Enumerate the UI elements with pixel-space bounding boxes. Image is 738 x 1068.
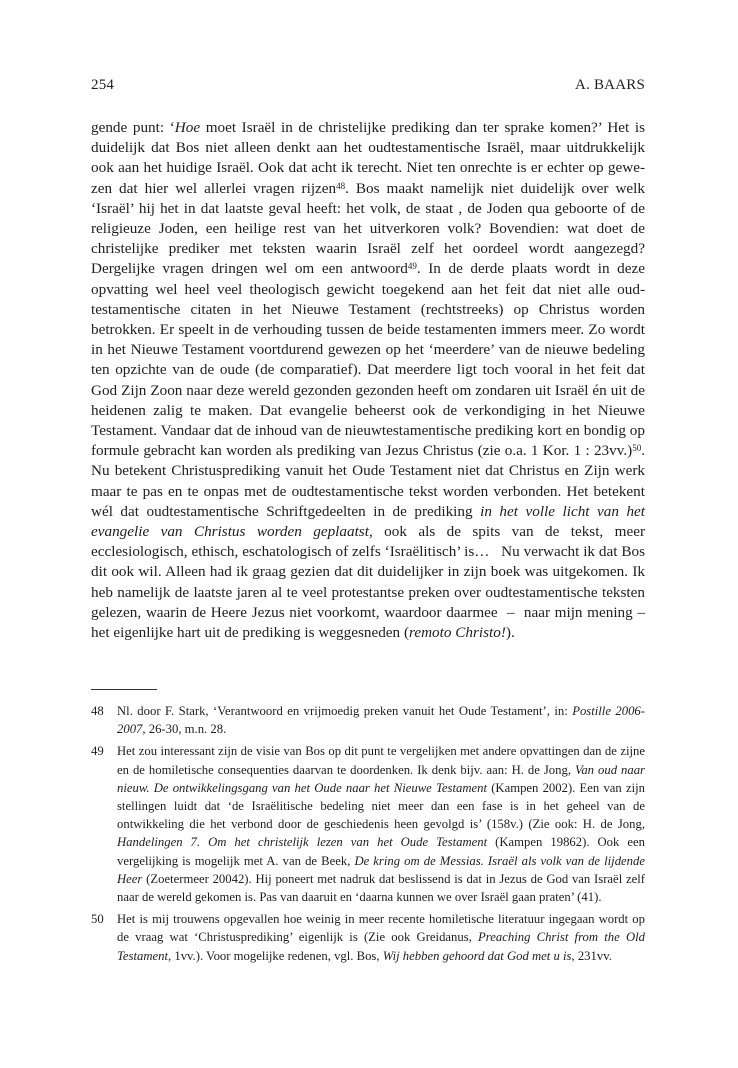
footnote-text-run: , 26-30, m.n. 28. [142, 722, 227, 737]
footnote-text-run: (Kampen 2002). Een van zijn stellingen luidt dat ‘de Israëlitische bedeling niet meer dan een fase is in het geheel van de ontwikkeling die het verbond door de geschiedenis heen gevolgd is’ (158v.) (Zie ook: H. de Jong, [117, 780, 645, 832]
footnote-text [117, 702, 645, 738]
text-run-italic: remoto Christo! [409, 624, 506, 642]
footnote-text-run: (Kampen 19862). Ook een vergelijking is mogelijk met A. van de Beek, [117, 835, 645, 868]
text-run: moet Israël in de christelijke prediking dan ter sprake komen?’ Het is duidelijk dat Bos niet alleen denkt aan het oudtestamentische Israël, maar uitdrukkelijk ook aan het huidige Israël. Ook dat acht ik terecht. Niet ten onrechte is er echter op gewezen dat hier wel allerlei vragen rijzen [91, 119, 645, 197]
footnote-text-run: (Zoetermeer 20042). Hij poneert met nadruk dat beslissend is dat in Jezus de God van Israël zelf naar de wereld gekomen is. Pas van daaruit en ‘daarna kunnen we over Israël gaan praten’ (41). [117, 871, 645, 905]
footnote-separator [91, 689, 157, 690]
footnote-50 [91, 910, 645, 965]
text-run: . Nu betekent Christusprediking vanuit het Oude Testament niet dat Christus en Zijn werk maar te pas en te onpas met de oudtestamentische tekst worden verbonden. Het betekent wél dat oudtestamentische Schriftgedeelten in de prediking [91, 442, 645, 520]
footnote-text-italic: De kring om de Messias. Israël als volk van de lijdende Heer [117, 853, 645, 886]
page-number: 254 [91, 77, 115, 93]
text-run: . In de derde plaats wordt in deze opvatting wel heel veel theologisch gewicht toegekend aan het feit dat niet alle oudtestamentische citaten in het Nieuwe Testament (rechtstreeks) op Christus worden betrokken. Er speelt in de verhouding tussen de beide testamenten immers meer. Zo wordt in het Nieuwe Testament voortdurend gewezen op het ‘meerdere’ van de nieuwe bedeling ten opzichte van de oude (de comparatief). Dat meerdere ligt toch vooral in het feit dat God Zijn Zoon naar deze wereld gezonden gezonden heeft om zondaren uit Israël én uit de heidenen zalig te maken. Dat evangelie beheerst ook de verkondiging in het Nieuwe Testament. Vandaar dat de inhoud van de nieuwtestamentische prediking kort en bondig op formule gebracht kan worden als prediking van Jezus Christus (zie o.a. 1 Kor. 1 : 23vv.) [91, 260, 645, 460]
text-run-italic: in het volle licht van het evangelie van Christus worden geplaatst [91, 502, 646, 541]
text-run-italic: Hoe [174, 119, 201, 136]
text-run: . Bos maakt namelijk niet duidelijk over welk ‘Israël’ hij het in dat laatste geval heeft: het volk, de staat , de Joden qua geboorte of de religieuze Joden, een heilige rest van het uitverkoren volk? Bovendien: wat doet de christelijke prediker met teksten waarin Israël zelf het oordeel wordt aangezegd? Dergelijke vragen dringen wel om een antwoord [91, 179, 645, 278]
footnote-number: 49 [91, 744, 104, 759]
footnote-text [117, 910, 645, 965]
footnote-text-italic: Wij hebben gehoord dat God met u is [382, 948, 572, 963]
footnote-text-run: Nl. door F. Stark, ‘Verantwoord en vrijmoedig preken vanuit het Oude Testament’, in: [117, 704, 573, 718]
main-paragraph [91, 118, 645, 643]
running-header [91, 77, 645, 94]
footnotes [91, 702, 645, 969]
footnote-48 [91, 702, 645, 738]
text-run: gende punt: ‘ [91, 119, 175, 136]
text-run: , ook als de spits van de tekst, meer ecclesiologisch, ethisch, eschatologisch of zelfs ‘Israëlitisch’ is… Nu verwacht ik dat Bos dit ook wil. Alleen had ik graag gezien dat dit duidelijker in zijn boek was uitgekomen. Ik heb namelijk de laatste jaren al te veel protestantse preken over oudtestamentische teksten gelezen, waarin de Heere Jezus niet voorkomt, waardoor daarmee – naar mijn mening – het eigenlijke hart uit de prediking is weggesneden ( [91, 523, 645, 642]
footnote-number: 50 [91, 912, 104, 927]
running-head-author: A. BAARS [575, 77, 645, 93]
footnote-text-italic: Van oud naar nieuw. De ontwikkelingsgang van het Oude naar het Nieuwe Testament [117, 762, 645, 795]
footnote-text-italic: Handelingen 7. Om het christelijk lezen van het Oude Testament [117, 835, 488, 850]
footnote-text-run: Het is mij trouwens opgevallen hoe weinig in meer recente homiletische literatuur ingegaan wordt op de vraag wat ‘Christusprediking’ eigenlijk is (Zie ook Greidanus, [117, 912, 645, 945]
footnote-ref-49[interactable]: 49 [407, 261, 417, 272]
footnote-49 [91, 742, 645, 906]
footnote-number: 48 [91, 704, 104, 718]
footnote-text-run: 1vv.). Voor mogelijke redenen, vgl. Bos, [171, 948, 383, 963]
footnote-ref-48[interactable]: 48 [336, 180, 346, 191]
text-run: ). [505, 624, 515, 642]
footnote-ref-50[interactable]: 50 [632, 443, 642, 454]
footnote-text-italic: Preaching Christ from the Old Testament, [117, 930, 645, 963]
footnote-text [117, 742, 645, 906]
footnote-text-run: , 231vv. [571, 948, 612, 963]
footnote-text-run: Het zou interessant zijn de visie van Bos op dit punt te vergelijken met andere opvattingen dan de zijne en de homiletische consequenties daarvan te doordenken. Ik denk bijv. aan: H. de Jong, [117, 744, 645, 777]
footnote-text-italic: Postille 2006-2007 [117, 704, 645, 737]
